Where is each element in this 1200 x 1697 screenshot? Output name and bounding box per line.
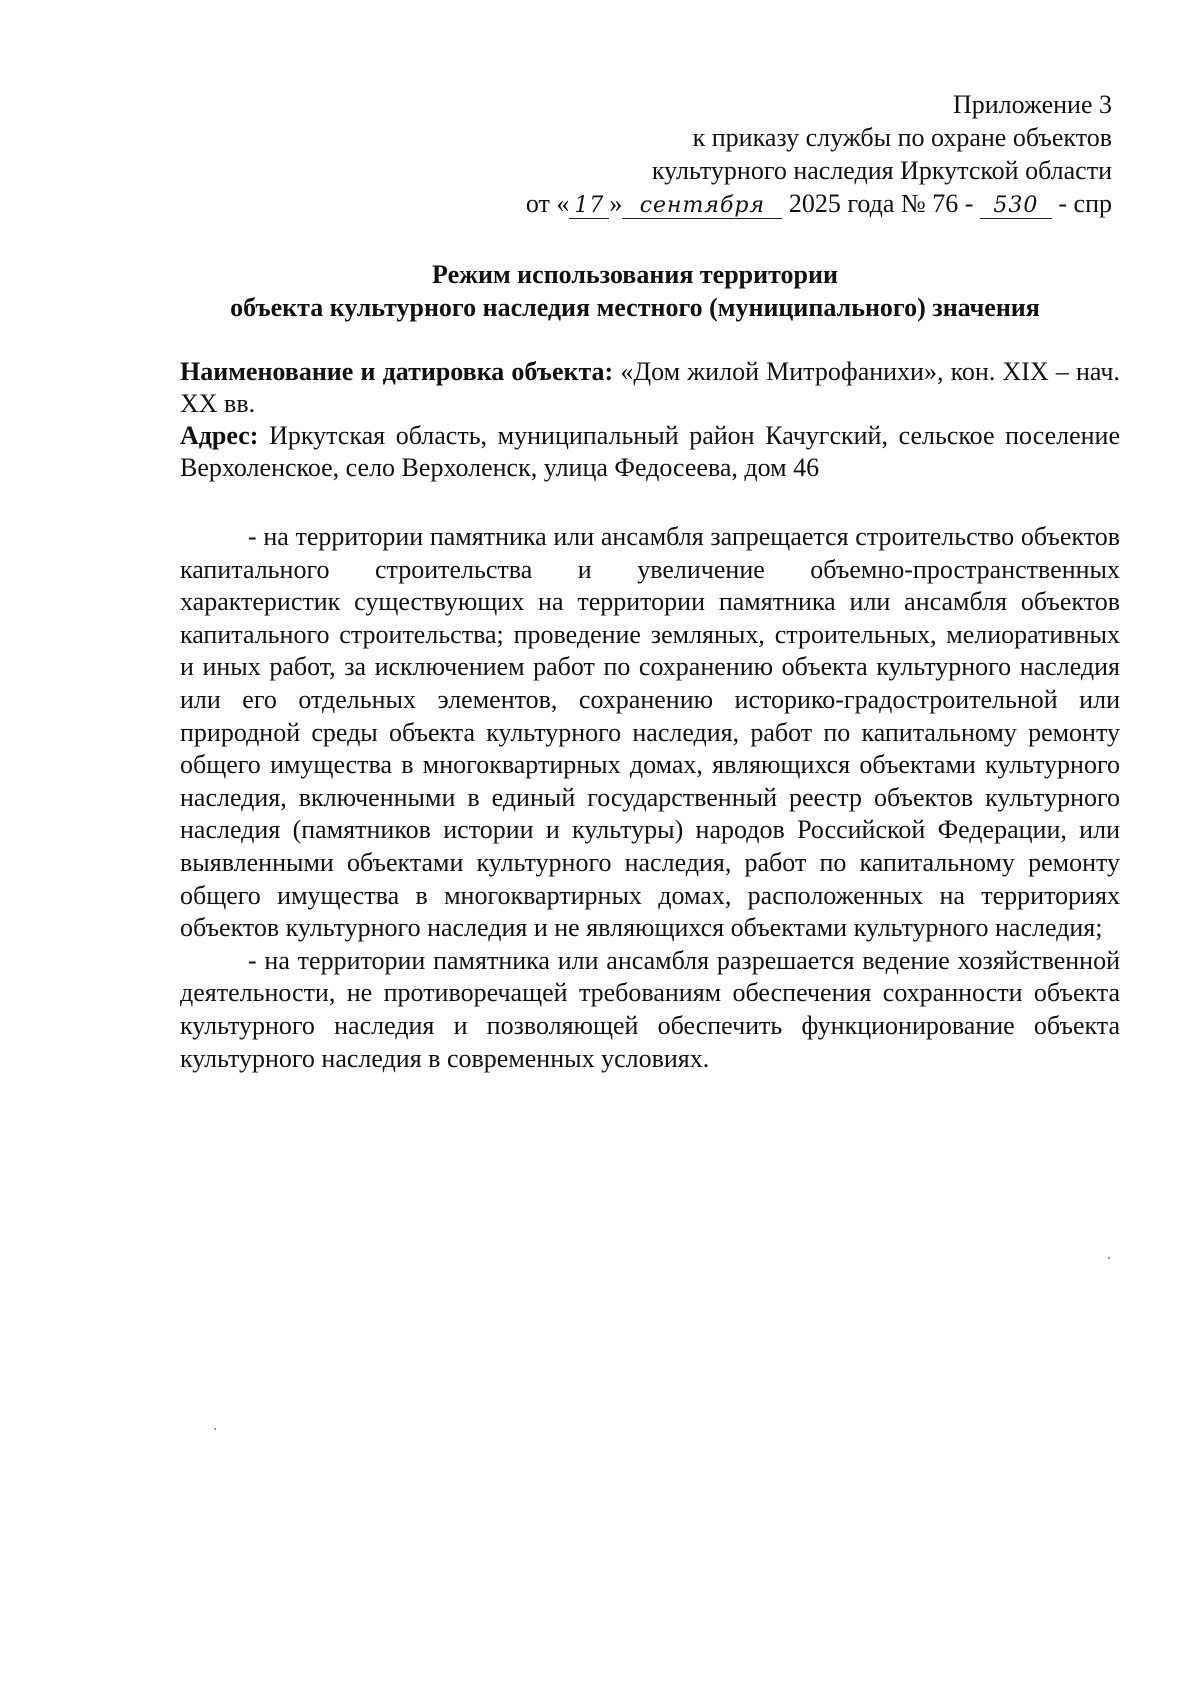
regime-text	[180, 521, 1120, 1075]
date-prefix: от «	[525, 189, 570, 218]
handwritten-month: сентября	[622, 194, 782, 219]
order-reference: к приказу службы по охране объектов	[692, 123, 1112, 152]
object-address-label: Адрес:	[180, 421, 259, 450]
object-address-value: Иркутская область, муниципальный район Качугский, сельское поселение Верхоленское, село Верхоленск, улица Федосеева, дом 46	[180, 421, 1120, 482]
object-address	[180, 420, 1120, 484]
prohibition-paragraph: - на территории памятника или ансамбля запрещается строительство объектов капитального строительства и увеличение объемно-пространственных характеристик существующих на территории памятника или ансамбля объектов капитального строительства; проведение земляных, строительных, мелиоративных и иных работ, за исключением работ по сохранению объекта культурного наследия или его отдельных элементов, сохранению историко-градостроительной или природной среды объекта культурного наследия, работ по капитальному ремонту общего имущества в многоквартирных домах, являющихся объектами культурного наследия, включенными в единый государственный реестр объектов культурного наследия (памятников истории и культуры) народов Российской Федерации, или выявленными объектами культурного наследия, работ по капитальному ремонту общего имущества в многоквартирных домах, расположенных на территориях объектов культурного наследия и не являющихся объектами культурного наследия;	[180, 522, 1120, 943]
appendix-number: Приложение 3	[952, 90, 1112, 119]
permission-paragraph: - на территории памятника или ансамбля разрешается ведение хозяйственной деятельности, не противоречащей требованиям обеспечения сохранности объекта культурного наследия и позволяющей обеспечить функционирование объекта культурного наследия в современных условиях.	[180, 945, 1120, 1073]
object-name-value: «Дом жилой Митрофанихи», кон. XIX – нач. XX вв.	[180, 357, 1121, 418]
handwritten-order-number: 530	[980, 194, 1052, 219]
scan-speck	[1108, 1257, 1110, 1259]
object-name	[180, 356, 1120, 420]
object-info	[180, 356, 1120, 484]
issuing-authority: культурного наследия Иркутской области	[651, 156, 1112, 185]
order-date-line	[352, 187, 1112, 220]
object-name-label: Наименование и датировка объекта:	[180, 357, 614, 386]
document-title	[150, 258, 1120, 324]
date-quote-close: »	[609, 189, 623, 218]
handwritten-day: 17	[569, 194, 609, 219]
title-line-2: объекта культурного наследия местного (муниципального) значения	[230, 293, 1040, 322]
appendix-header	[352, 88, 1112, 220]
title-line-1: Режим использования территории	[432, 260, 838, 289]
scan-speck	[214, 1428, 216, 1430]
year-and-number-prefix: 2025 года № 76 -	[788, 189, 974, 218]
order-suffix: - спр	[1058, 189, 1112, 218]
